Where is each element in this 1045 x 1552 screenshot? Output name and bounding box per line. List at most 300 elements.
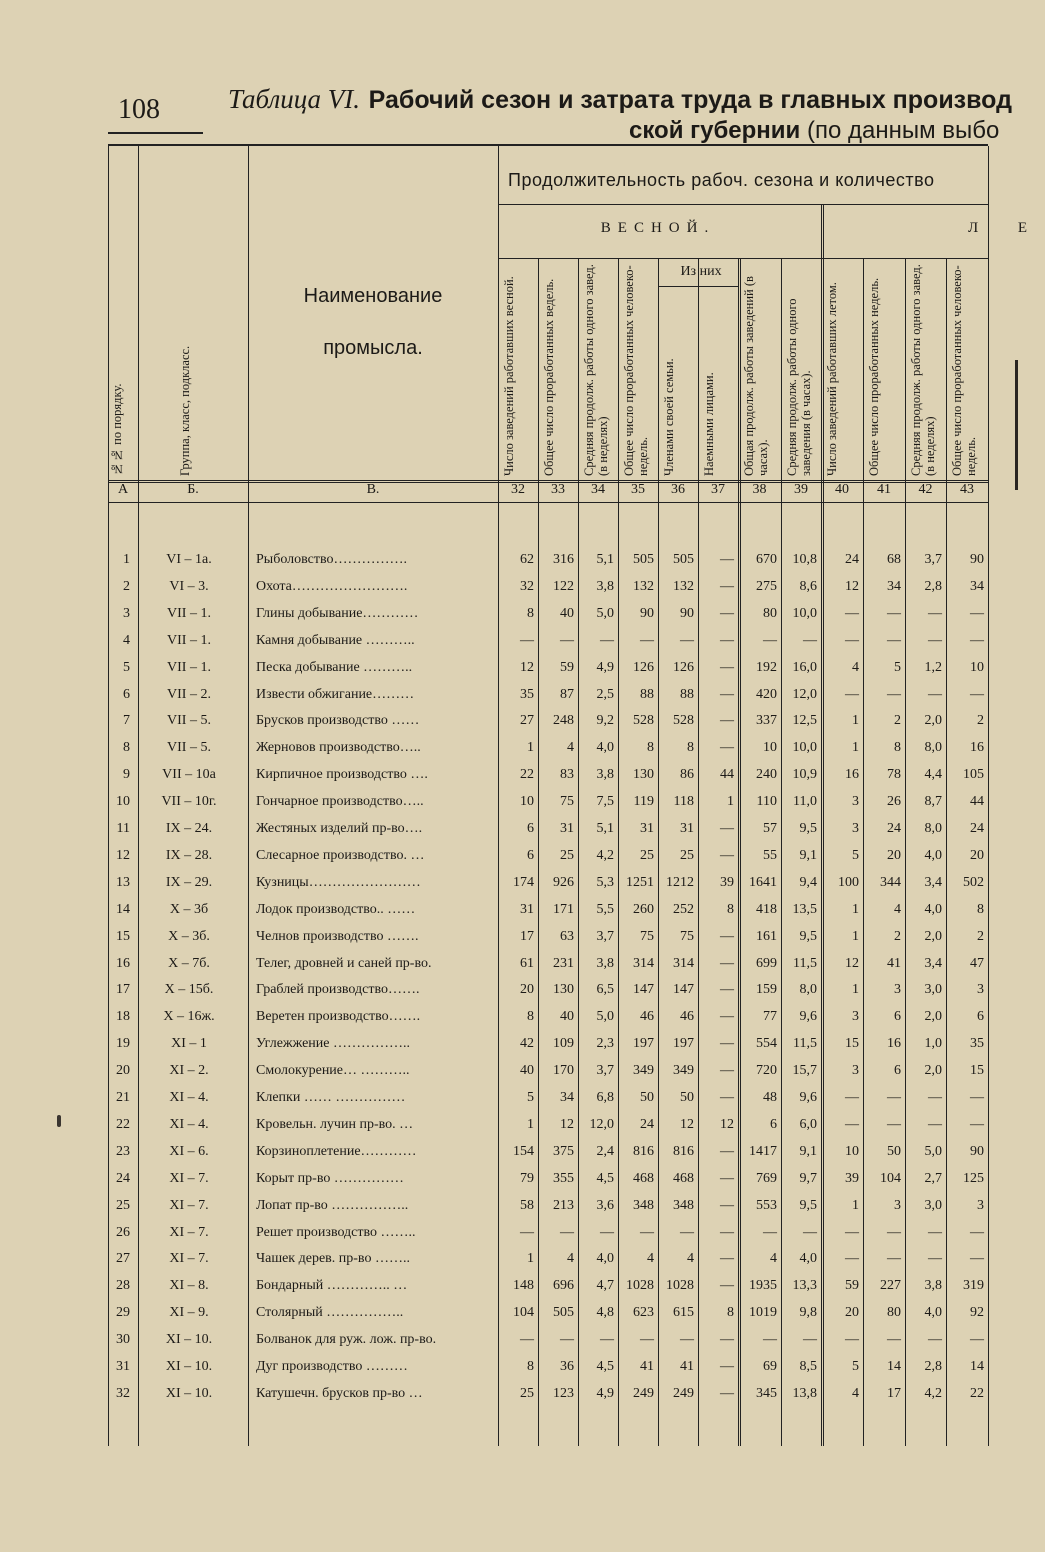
row-value: — bbox=[970, 1090, 984, 1105]
column-number: 39 bbox=[794, 482, 808, 497]
row-value: — bbox=[803, 1332, 817, 1348]
row-trade-name: Веретен производство……. bbox=[256, 1009, 421, 1025]
row-number: 30 bbox=[116, 1332, 130, 1348]
row-value: 3 bbox=[977, 982, 984, 998]
row-value: 355 bbox=[553, 1170, 574, 1186]
row-value: 5,0 bbox=[596, 605, 614, 621]
row-value: 14 bbox=[887, 1359, 901, 1374]
row-value: — bbox=[845, 1332, 859, 1348]
row-trade-name: Кузницы…………………… bbox=[256, 874, 421, 890]
row-number: 3 bbox=[123, 605, 130, 621]
row-value: 348 bbox=[633, 1197, 654, 1213]
row-value: 314 bbox=[633, 955, 654, 971]
row-value: 47 bbox=[970, 955, 984, 971]
row-group: XI – 7. bbox=[169, 1224, 209, 1240]
row-trade-name: Столярный …………….. bbox=[256, 1305, 404, 1321]
row-value: 1417 bbox=[749, 1143, 777, 1159]
row-value: 1251 bbox=[626, 874, 654, 890]
row-value: — bbox=[680, 1332, 694, 1348]
row-value: 9,6 bbox=[799, 1009, 817, 1025]
row-value: — bbox=[720, 1385, 734, 1401]
row-value: 7,5 bbox=[596, 794, 614, 810]
row-value: — bbox=[970, 1251, 984, 1267]
row-value: — bbox=[720, 847, 734, 863]
row-value: 4,9 bbox=[596, 659, 614, 675]
row-value: 50 bbox=[887, 1143, 901, 1159]
row-value: 16 bbox=[887, 1036, 901, 1052]
row-value: — bbox=[928, 632, 942, 648]
row-value: — bbox=[720, 552, 734, 567]
row-value: 4,0 bbox=[924, 1305, 942, 1321]
row-value: 1 bbox=[852, 1197, 859, 1213]
row-value: 192 bbox=[756, 659, 777, 675]
row-value: — bbox=[720, 1143, 734, 1159]
row-value: 11,0 bbox=[793, 794, 817, 810]
row-value: 10,0 bbox=[792, 605, 817, 621]
row-value: 3,7 bbox=[596, 928, 614, 944]
row-value: 6 bbox=[527, 847, 534, 863]
row-value: 1641 bbox=[749, 874, 777, 890]
table-row bbox=[108, 1059, 988, 1085]
table-title bbox=[228, 84, 1012, 115]
page-number-rule bbox=[108, 132, 203, 134]
row-value: — bbox=[720, 1332, 734, 1348]
row-value: 5,5 bbox=[596, 901, 614, 917]
row-value: 4,0 bbox=[596, 740, 614, 756]
row-value: 6,5 bbox=[596, 982, 614, 998]
row-value: 15 bbox=[970, 1063, 984, 1079]
row-value: — bbox=[600, 632, 614, 648]
row-value: 248 bbox=[553, 713, 574, 729]
row-value: 75 bbox=[640, 928, 654, 944]
header-subcol: Средняя продолж. работы одного заведения (в часах). bbox=[785, 298, 813, 476]
row-trade-name: Клепки …… …………… bbox=[256, 1090, 406, 1105]
row-value: 17 bbox=[887, 1385, 901, 1401]
row-trade-name: Челнов производство ……. bbox=[256, 928, 419, 944]
table-row bbox=[108, 817, 988, 843]
row-value: — bbox=[720, 1278, 734, 1294]
row-number: 6 bbox=[123, 686, 130, 702]
row-value: 25 bbox=[520, 1385, 534, 1401]
row-trade-name: Глины добывание………… bbox=[256, 605, 419, 621]
row-number: 19 bbox=[116, 1036, 130, 1052]
row-value: 147 bbox=[633, 982, 654, 998]
row-number: 13 bbox=[116, 874, 130, 890]
row-value: 3,8 bbox=[596, 955, 614, 971]
row-trade-name: Песка добывание ……….. bbox=[256, 659, 413, 675]
row-value: 58 bbox=[520, 1197, 534, 1213]
row-value: 8 bbox=[527, 1359, 534, 1374]
row-trade-name: Охота……………………. bbox=[256, 578, 408, 594]
row-value: 12 bbox=[680, 1116, 694, 1132]
table-row bbox=[108, 844, 988, 870]
header-subcol: Число заведений работавших весной. bbox=[502, 276, 516, 476]
row-value: 5 bbox=[852, 1359, 859, 1374]
row-group: XI – 10. bbox=[165, 1359, 213, 1374]
row-value: 670 bbox=[756, 552, 777, 567]
row-value: 40 bbox=[560, 1009, 574, 1025]
table-title-text: Рабочий сезон и затрата труда в главных производ bbox=[368, 86, 1012, 114]
row-trade-name: Телег, дровней и саней пр-во. bbox=[256, 955, 432, 971]
row-trade-name: Гончарное производство….. bbox=[256, 794, 424, 810]
row-value: 10 bbox=[520, 794, 534, 810]
margin-mark bbox=[57, 1115, 61, 1127]
row-number: 2 bbox=[123, 578, 130, 594]
row-trade-name: Рыболовство……………. bbox=[256, 552, 407, 567]
row-value: 26 bbox=[887, 794, 901, 810]
row-value: — bbox=[680, 1224, 694, 1240]
row-value: — bbox=[520, 632, 534, 648]
row-value: 2,8 bbox=[924, 1359, 942, 1374]
row-value: 20 bbox=[970, 847, 984, 863]
row-value: — bbox=[720, 713, 734, 729]
table-row bbox=[108, 656, 988, 682]
row-value: — bbox=[970, 1224, 984, 1240]
row-number: 21 bbox=[116, 1090, 130, 1105]
row-value: 44 bbox=[720, 767, 734, 783]
row-value: — bbox=[640, 632, 654, 648]
row-value: 147 bbox=[673, 982, 694, 998]
header-rule-top bbox=[498, 204, 988, 205]
column-number: 40 bbox=[835, 482, 849, 497]
row-value: 2,8 bbox=[924, 578, 942, 594]
row-value: 126 bbox=[633, 659, 654, 675]
row-value: 10,8 bbox=[792, 552, 817, 567]
column-number: 43 bbox=[960, 482, 974, 497]
row-value: 12 bbox=[845, 578, 859, 594]
row-value: 35 bbox=[520, 686, 534, 702]
row-value: 25 bbox=[560, 847, 574, 863]
header-subcol: Общая продолж. работы заведений (в часах). bbox=[742, 276, 770, 476]
row-value: 34 bbox=[887, 578, 901, 594]
row-value: 2,4 bbox=[596, 1143, 614, 1159]
row-value: 1,2 bbox=[924, 659, 942, 675]
row-value: — bbox=[720, 632, 734, 648]
row-value: 4 bbox=[894, 901, 901, 917]
header-of-them: Из них bbox=[680, 264, 722, 279]
row-value: 159 bbox=[756, 982, 777, 998]
row-number: 9 bbox=[123, 767, 130, 783]
row-value: 104 bbox=[880, 1170, 901, 1186]
table-row bbox=[108, 683, 988, 709]
row-value: — bbox=[887, 1090, 901, 1105]
row-number: 12 bbox=[116, 847, 130, 863]
row-value: 12 bbox=[560, 1116, 574, 1132]
row-value: 31 bbox=[680, 821, 694, 836]
row-value: — bbox=[928, 1251, 942, 1267]
row-value: 4,0 bbox=[924, 901, 942, 917]
row-value: 6,0 bbox=[799, 1116, 817, 1132]
row-value: 31 bbox=[640, 821, 654, 836]
row-value: — bbox=[845, 605, 859, 621]
row-value: 20 bbox=[845, 1305, 859, 1321]
row-value: — bbox=[640, 1224, 654, 1240]
row-trade-name: Брусков производство …… bbox=[256, 713, 420, 729]
row-value: 926 bbox=[553, 874, 574, 890]
row-value: 252 bbox=[673, 901, 694, 917]
row-value: 2 bbox=[894, 713, 901, 729]
row-value: 8 bbox=[727, 901, 734, 917]
row-value: 83 bbox=[560, 767, 574, 783]
of-them-rule bbox=[658, 286, 738, 287]
row-value: — bbox=[720, 1251, 734, 1267]
row-value: 6 bbox=[977, 1009, 984, 1025]
header-subcol: Наемными лицами. bbox=[702, 372, 716, 476]
row-value: 75 bbox=[680, 928, 694, 944]
header-subcol: Общее число проработанных ведель. bbox=[542, 278, 556, 476]
row-value: 87 bbox=[560, 686, 574, 702]
row-value: 2 bbox=[894, 928, 901, 944]
row-value: 109 bbox=[553, 1036, 574, 1052]
row-value: — bbox=[887, 1224, 901, 1240]
row-trade-name: Решет производство …….. bbox=[256, 1224, 416, 1240]
row-value: — bbox=[720, 1224, 734, 1240]
row-value: 130 bbox=[633, 767, 654, 783]
row-value: 1028 bbox=[626, 1278, 654, 1294]
row-value: 231 bbox=[553, 955, 574, 971]
row-value: — bbox=[887, 686, 901, 702]
row-value: 8,0 bbox=[799, 982, 817, 998]
row-value: 4 bbox=[647, 1251, 654, 1267]
row-value: 9,1 bbox=[799, 847, 817, 863]
row-value: — bbox=[560, 632, 574, 648]
row-value: 8,0 bbox=[924, 740, 942, 756]
row-value: 2,0 bbox=[924, 928, 942, 944]
row-value: 1 bbox=[727, 794, 734, 810]
row-value: 9,5 bbox=[799, 1197, 817, 1213]
row-value: — bbox=[720, 1359, 734, 1374]
row-value: 24 bbox=[970, 821, 984, 836]
row-value: 9,4 bbox=[799, 874, 817, 890]
row-group: XI – 10. bbox=[165, 1385, 213, 1401]
row-value: 4,5 bbox=[596, 1359, 614, 1374]
binding-edge bbox=[1015, 360, 1018, 490]
row-value: — bbox=[763, 1332, 777, 1348]
row-value: 24 bbox=[640, 1116, 654, 1132]
row-value: 63 bbox=[560, 928, 574, 944]
table-title-number: Таблица VI. bbox=[228, 84, 361, 114]
row-number: 26 bbox=[116, 1224, 130, 1240]
row-trade-name: Жерновов производство….. bbox=[256, 740, 421, 756]
table-row bbox=[108, 602, 988, 628]
row-number: 16 bbox=[116, 955, 130, 971]
row-value: 57 bbox=[763, 821, 777, 836]
row-trade-name: Корзиноплетение………… bbox=[256, 1143, 417, 1159]
row-value: 24 bbox=[845, 552, 859, 567]
row-trade-name: Лопат пр-во …………….. bbox=[256, 1197, 409, 1213]
row-value: 505 bbox=[673, 552, 694, 567]
row-value: 505 bbox=[633, 552, 654, 567]
row-value: — bbox=[600, 1224, 614, 1240]
row-value: 55 bbox=[763, 847, 777, 863]
row-value: 12 bbox=[845, 955, 859, 971]
row-value: 6 bbox=[894, 1009, 901, 1025]
row-value: 132 bbox=[633, 578, 654, 594]
row-value: 62 bbox=[520, 552, 534, 567]
row-value: 3,8 bbox=[596, 767, 614, 783]
row-value: 275 bbox=[756, 578, 777, 594]
row-value: 1028 bbox=[666, 1278, 694, 1294]
row-number: 15 bbox=[116, 928, 130, 944]
row-value: 174 bbox=[513, 874, 534, 890]
row-value: 3 bbox=[852, 821, 859, 836]
row-value: 6 bbox=[770, 1116, 777, 1132]
row-value: — bbox=[720, 1009, 734, 1025]
header-subcol: Общее число проработанных недель. bbox=[867, 277, 881, 476]
row-value: 553 bbox=[756, 1197, 777, 1213]
row-value: 4,5 bbox=[596, 1170, 614, 1186]
row-trade-name: Камня добывание ……….. bbox=[256, 632, 415, 648]
row-value: 9,6 bbox=[799, 1090, 817, 1105]
row-number: 31 bbox=[116, 1359, 130, 1374]
row-value: 130 bbox=[553, 982, 574, 998]
row-value: — bbox=[720, 740, 734, 756]
row-group: XI – 7. bbox=[169, 1251, 209, 1267]
row-value: 14 bbox=[970, 1359, 984, 1374]
row-trade-name: Чашек дерев. пр-во …….. bbox=[256, 1251, 410, 1267]
row-value: 59 bbox=[845, 1278, 859, 1294]
row-value: — bbox=[560, 1224, 574, 1240]
row-number: 32 bbox=[116, 1385, 130, 1401]
row-value: 59 bbox=[560, 659, 574, 675]
table-row bbox=[108, 1328, 988, 1354]
row-value: 4,0 bbox=[799, 1251, 817, 1267]
row-number: 11 bbox=[116, 821, 130, 836]
row-value: 31 bbox=[520, 901, 534, 917]
row-group: VII – 10г. bbox=[161, 794, 217, 810]
row-value: 6 bbox=[527, 821, 534, 836]
row-value: 5,0 bbox=[596, 1009, 614, 1025]
row-value: — bbox=[887, 605, 901, 621]
row-value: 3,6 bbox=[596, 1197, 614, 1213]
row-value: — bbox=[560, 1332, 574, 1348]
row-value: 3 bbox=[894, 1197, 901, 1213]
row-value: 12 bbox=[720, 1116, 734, 1132]
row-value: — bbox=[970, 1332, 984, 1348]
row-number: 1 bbox=[123, 552, 130, 567]
header-subcol: Общее число проработанных человеко-недель. bbox=[622, 265, 650, 476]
header-subcol: Общее число проработанных человеко-недель. bbox=[950, 265, 978, 476]
row-value: 3,8 bbox=[596, 578, 614, 594]
row-value: 75 bbox=[560, 794, 574, 810]
row-number: 18 bbox=[116, 1009, 130, 1025]
row-value: 125 bbox=[963, 1170, 984, 1186]
row-value: 4 bbox=[567, 740, 574, 756]
column-number: 33 bbox=[551, 482, 565, 497]
row-value: 337 bbox=[756, 713, 777, 729]
row-value: 4,0 bbox=[924, 847, 942, 863]
row-value: 25 bbox=[680, 847, 694, 863]
row-value: 148 bbox=[513, 1278, 534, 1294]
row-group: XI – 4. bbox=[169, 1116, 209, 1132]
row-group: XI – 2. bbox=[169, 1063, 209, 1079]
row-value: — bbox=[720, 659, 734, 675]
row-value: 123 bbox=[553, 1385, 574, 1401]
row-value: 25 bbox=[640, 847, 654, 863]
row-value: 61 bbox=[520, 955, 534, 971]
table-row bbox=[108, 1355, 988, 1381]
row-group: X – 3б. bbox=[168, 928, 210, 944]
table-row bbox=[108, 925, 988, 951]
row-value: 20 bbox=[520, 982, 534, 998]
row-value: 345 bbox=[756, 1385, 777, 1401]
row-group: VI – 1а. bbox=[166, 552, 212, 567]
page-number: 108 bbox=[118, 94, 160, 125]
row-number: 10 bbox=[116, 794, 130, 810]
table-row bbox=[108, 709, 988, 735]
row-value: 1 bbox=[527, 740, 534, 756]
row-group: X – 16ж. bbox=[163, 1009, 215, 1025]
row-group: XI – 7. bbox=[169, 1170, 209, 1186]
row-value: — bbox=[845, 1224, 859, 1240]
row-value: 9,5 bbox=[799, 821, 817, 836]
row-value: 4 bbox=[852, 1385, 859, 1401]
row-value: 6 bbox=[894, 1063, 901, 1079]
header-subcol: Число заведений работавших летом. bbox=[825, 282, 839, 476]
row-value: 4 bbox=[770, 1251, 777, 1267]
table-row bbox=[108, 1113, 988, 1139]
table-row bbox=[108, 898, 988, 924]
row-value: 40 bbox=[520, 1063, 534, 1079]
row-group: XI – 6. bbox=[169, 1143, 209, 1159]
row-number: 24 bbox=[116, 1170, 130, 1186]
row-value: 1935 bbox=[749, 1278, 777, 1294]
header-col-no: №№ по порядку. bbox=[110, 383, 124, 476]
row-value: — bbox=[720, 982, 734, 998]
row-value: 3,4 bbox=[924, 955, 942, 971]
row-group: XI – 9. bbox=[169, 1305, 209, 1321]
row-value: — bbox=[720, 928, 734, 944]
column-number: А bbox=[117, 482, 129, 497]
row-number: 5 bbox=[123, 659, 130, 675]
row-number: 8 bbox=[123, 740, 130, 756]
row-value: 41 bbox=[887, 955, 901, 971]
row-trade-name: Кровельн. лучин пр-во. … bbox=[256, 1116, 414, 1132]
row-value: — bbox=[763, 1224, 777, 1240]
row-value: — bbox=[520, 1224, 534, 1240]
table-row bbox=[108, 1032, 988, 1058]
row-number: 25 bbox=[116, 1197, 130, 1213]
row-value: 502 bbox=[963, 874, 984, 890]
row-value: 92 bbox=[970, 1305, 984, 1321]
row-value: 10 bbox=[970, 659, 984, 675]
row-value: 154 bbox=[513, 1143, 534, 1159]
row-value: 104 bbox=[513, 1305, 534, 1321]
row-value: — bbox=[720, 955, 734, 971]
row-value: 110 bbox=[756, 794, 777, 810]
row-value: 48 bbox=[763, 1090, 777, 1105]
header-subcol: Средняя продолж. работы одного завед. (в неделях) bbox=[909, 264, 937, 476]
row-value: 3 bbox=[852, 1009, 859, 1025]
row-value: 8 bbox=[647, 740, 654, 756]
row-value: 1212 bbox=[666, 874, 694, 890]
row-value: 1 bbox=[852, 713, 859, 729]
data-table bbox=[108, 146, 1045, 1446]
row-value: 32 bbox=[520, 578, 534, 594]
header-summer: Л Е bbox=[968, 220, 1045, 236]
row-value: 240 bbox=[756, 767, 777, 783]
row-value: 16 bbox=[845, 767, 859, 783]
header-subcol: Членами своей семьи. bbox=[662, 358, 676, 476]
row-value: — bbox=[720, 821, 734, 836]
header-col-group: Группа, класс, подкласс. bbox=[178, 345, 192, 476]
row-value: 170 bbox=[553, 1063, 574, 1079]
row-value: 4,2 bbox=[596, 847, 614, 863]
row-trade-name: Граблей производство……. bbox=[256, 982, 420, 998]
row-value: 9,2 bbox=[596, 713, 614, 729]
row-value: 90 bbox=[970, 1143, 984, 1159]
row-value: 12 bbox=[520, 659, 534, 675]
